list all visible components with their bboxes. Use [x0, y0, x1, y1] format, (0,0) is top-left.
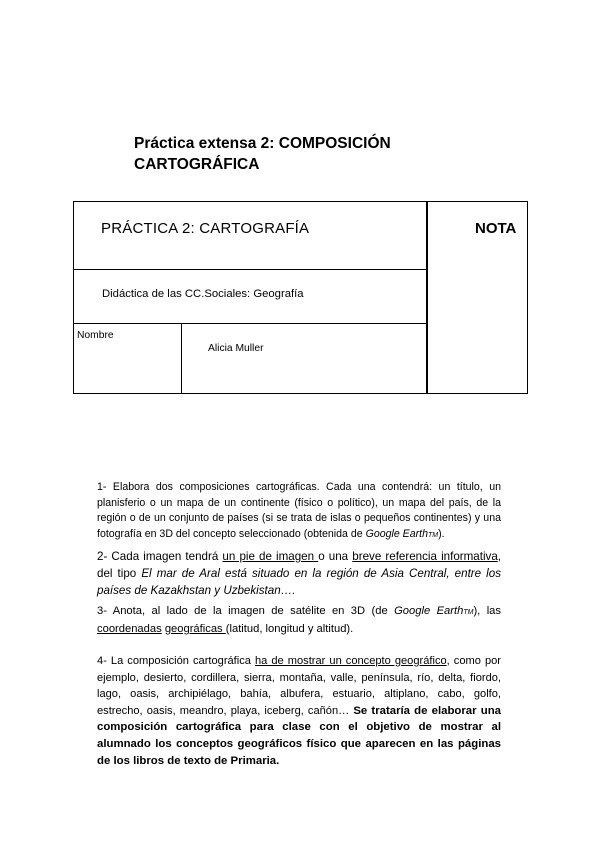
- document-title: [134, 133, 454, 175]
- instruction-2-text-c: , del tipo: [97, 550, 502, 580]
- trademark-sup: TM: [428, 531, 439, 539]
- brief-reference-term: breve referencia informativa: [352, 550, 498, 563]
- subject-text: Didáctica de las CC.Sociales: Geografía: [102, 288, 304, 300]
- instruction-1-text: 1- Elabora dos composiciones cartográficas. Cada una contendrá: un título, un planisferio o un mapa de un continente (físico o político), un mapa del país, de la región o de un conjunto de países (si se trata de islas o pequeños continentes) y una fotografía en 3D del concepto seleccionado (obtenida de: [97, 481, 501, 540]
- trademark-sup-2: TM: [463, 609, 474, 616]
- name-column-divider: [181, 323, 182, 394]
- instruction-3: [97, 603, 501, 638]
- instruction-2-text-b: o una: [318, 550, 353, 563]
- caption-example: El mar de Aral está situado en la región de Asia Central, entre los países de Kazakhstan y Uzbekistan….: [97, 567, 501, 597]
- nota-label: NOTA: [475, 220, 517, 237]
- document-title-line-2: CARTOGRÁFICA: [134, 156, 260, 173]
- instruction-2: [97, 548, 501, 599]
- google-earth-name-2: Google Earth: [394, 605, 464, 617]
- google-earth-name: Google Earth: [365, 527, 429, 540]
- row-divider-1: [73, 269, 428, 270]
- practice-title: PRÁCTICA 2: CARTOGRAFÍA: [101, 220, 310, 237]
- geographic-term: geográficas: [164, 623, 226, 635]
- coordinates-term: coordenadas: [97, 623, 162, 635]
- document-title-line-1: Práctica extensa 2: COMPOSICIÓN: [134, 135, 391, 152]
- instruction-2-text-a: 2- Cada imagen tendrá: [97, 550, 223, 563]
- assignment-purpose: Se trataría de elaborar una composición cartográfica para clase con el objetivo de mostrar al alumnado los conceptos geográficos físico que aparecen en las páginas de los libros de texto de Primaria.: [97, 704, 501, 767]
- concept-examples: , como por ejemplo, desierto, cordillera, sierra, montaña, valle, península, río, delta, fiordo, lago, oasis, archipiélago, bahía, albufera, estuario, altiplano, cabo, golfo, estrecho, oasis, meandro, playa, iceberg, cañón…: [97, 655, 501, 717]
- instruction-1: [97, 480, 501, 543]
- instruction-3-text-a: 3- Anota, al lado de la imagen de satélite en 3D (de: [97, 605, 395, 617]
- name-value: Alicia Muller: [208, 343, 264, 354]
- name-label: Nombre: [77, 330, 114, 341]
- instruction-1-end: ).: [438, 527, 445, 540]
- instruction-4-text-a: 4- La composición cartográfica: [97, 655, 255, 667]
- image-caption-term: un pie de imagen: [222, 550, 319, 563]
- row-divider-2: [73, 323, 428, 324]
- instruction-4: [97, 653, 501, 769]
- instruction-3-text-b: ), las: [473, 605, 501, 617]
- geographic-concept-term: ha de mostrar un concepto geográfico: [255, 655, 447, 667]
- instruction-3-text-c: (latitud, longitud y altitud).: [225, 623, 354, 635]
